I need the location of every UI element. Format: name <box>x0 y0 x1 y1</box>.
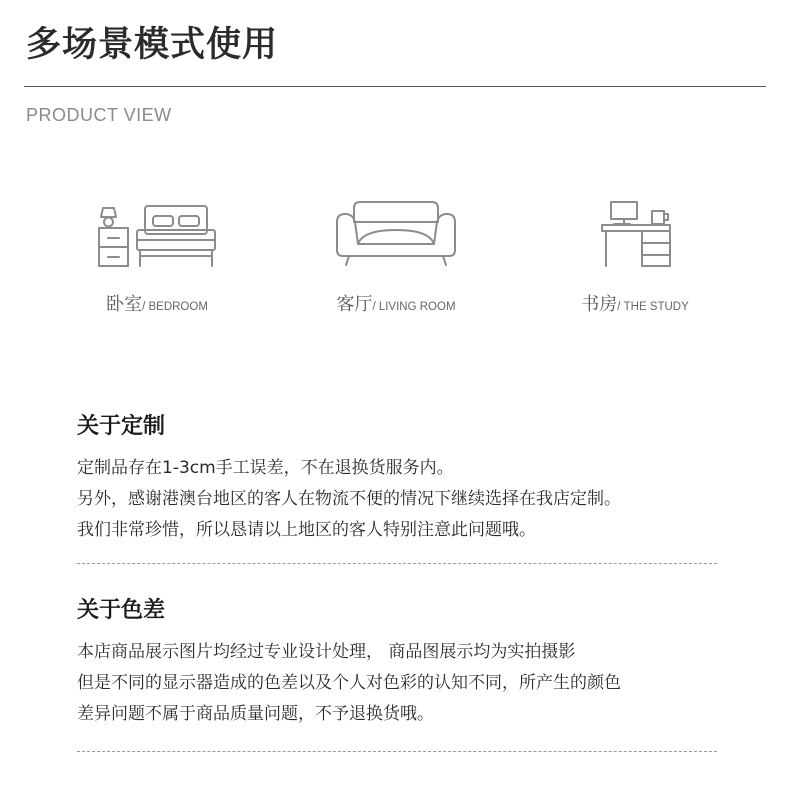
body-line: 差异问题不属于商品质量问题，不予退换货哦。 <box>77 704 434 724</box>
scene-name-cn: 客厅 <box>336 294 373 315</box>
scene-name-cn: 卧室 <box>106 294 143 315</box>
scene-name-en: / BEDROOM <box>142 301 208 313</box>
section-heading: 关于定制 <box>77 414 166 439</box>
scene-name-en: / THE STUDY <box>617 301 689 313</box>
section-body <box>77 637 717 730</box>
scene-name-cn: 书房 <box>581 294 618 315</box>
body-line: 我们非常珍惜，所以恳请以上地区的客人特别注意此问题哦。 <box>77 520 536 540</box>
scene-name-en: / LIVING ROOM <box>372 301 456 313</box>
scene-label <box>535 290 735 316</box>
living-room-sofa-icon <box>331 198 461 268</box>
body-line: 另外，感谢港澳台地区的客人在物流不便的情况下继续选择在我店定制。 <box>77 489 621 509</box>
body-line: 但是不同的显示器造成的色差以及个人对色彩的认知不同，所产生的颜色 <box>77 673 621 693</box>
title-divider <box>24 86 766 87</box>
scene-bedroom <box>57 198 257 316</box>
dashed-divider <box>77 751 717 752</box>
body-line: 本店商品展示图片均经过专业设计处理， 商品图展示均为实拍摄影 <box>77 642 576 662</box>
scene-label <box>296 290 496 316</box>
scene-study <box>535 198 735 316</box>
body-line: 定制品存在1-3cm手工误差，不在退换货服务内。 <box>77 458 454 478</box>
dashed-divider <box>77 563 717 564</box>
scene-living-room <box>296 198 496 316</box>
scene-label <box>57 290 257 316</box>
bedroom-icon <box>92 198 222 268</box>
section-body <box>77 453 717 546</box>
study-desk-icon <box>570 198 700 268</box>
section-custom-order <box>77 412 717 546</box>
section-color-difference <box>77 596 717 730</box>
section-heading: 关于色差 <box>77 598 166 623</box>
page-subtitle: PRODUCT VIEW <box>26 105 172 125</box>
page-title: 多场景模式使用 <box>26 25 279 65</box>
